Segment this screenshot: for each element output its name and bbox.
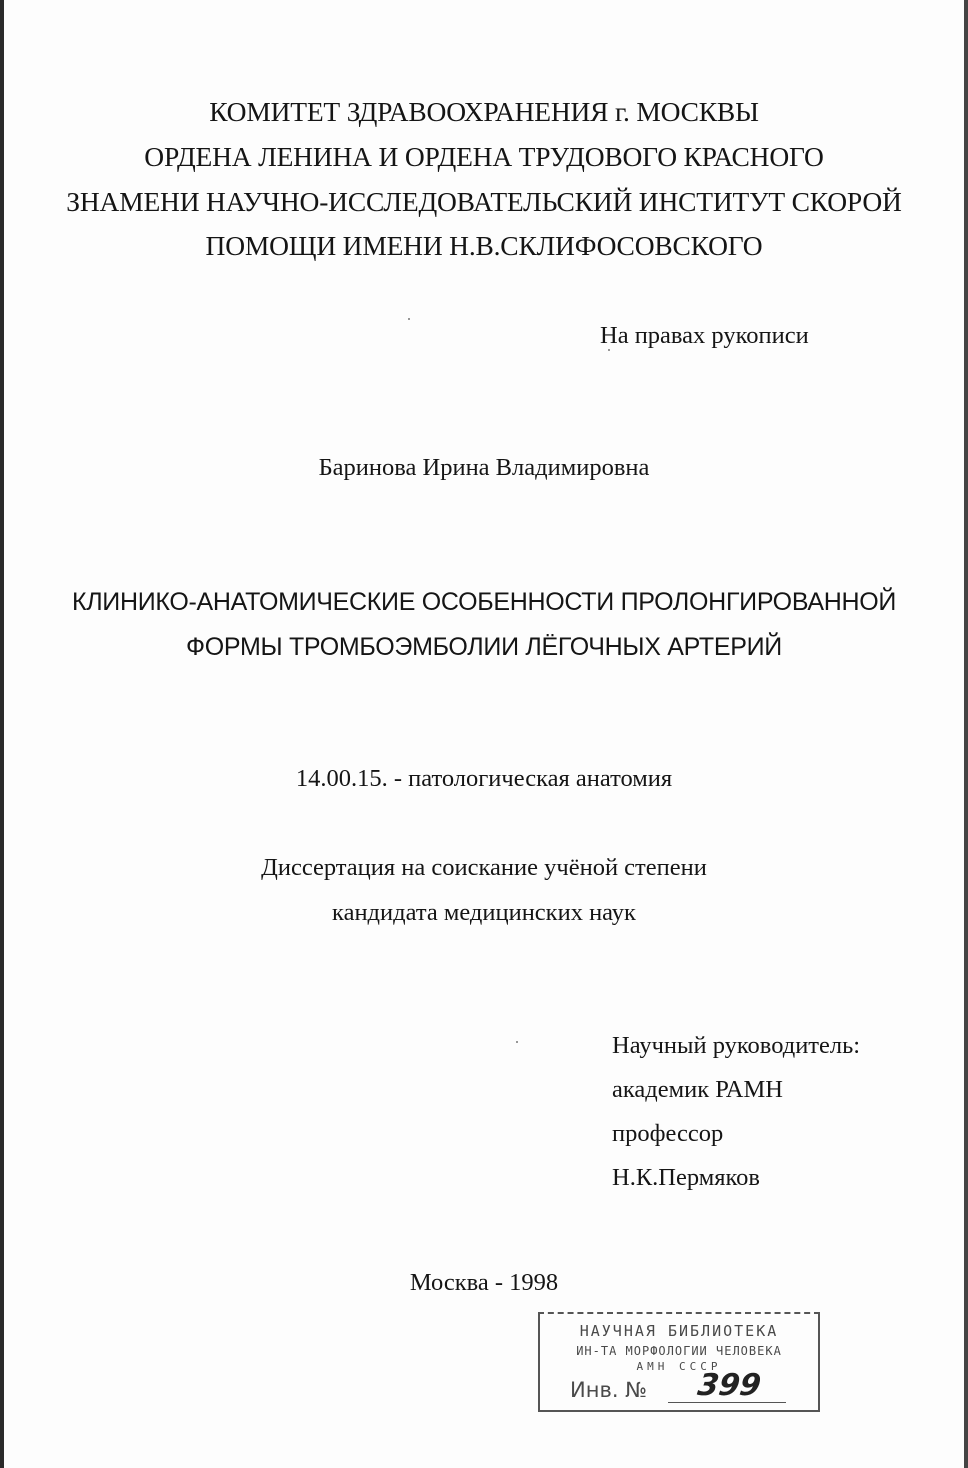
stamp-line-3: АМН СССР	[636, 1360, 722, 1373]
manuscript-note: На правах рукописи	[600, 322, 809, 349]
scan-speck	[408, 318, 410, 320]
header-line-2: ОРДЕНА ЛЕНИНА И ОРДЕНА ТРУДОВОГО КРАСНОГО	[144, 141, 824, 172]
title-line-2: ФОРМЫ ТРОМБОЭМБОЛИИ ЛЁГОЧНЫХ АРТЕРИЙ	[186, 633, 782, 661]
supervisor-line-2: академик РАМН	[612, 1076, 783, 1103]
header-line-1: КОМИТЕТ ЗДРАВООХРАНЕНИЯ г. МОСКВЫ	[209, 96, 759, 127]
supervisor-line-4: Н.К.Пермяков	[612, 1164, 760, 1191]
scan-speck	[608, 349, 610, 351]
stamp-line-1: НАУЧНАЯ БИБЛИОТЕКА	[579, 1322, 779, 1340]
title-line-1: КЛИНИКО-АНАТОМИЧЕСКИЕ ОСОБЕННОСТИ ПРОЛОНГИРОВАННОЙ	[71, 588, 897, 616]
stamp-line-2: ИН-ТА МОРФОЛОГИИ ЧЕЛОВЕКА	[576, 1344, 782, 1358]
specialty-code: 14.00.15. - патологическая анатомия	[295, 765, 673, 792]
inventory-number: 399	[695, 1368, 764, 1403]
degree-line-1: Диссертация на соискание учёной степени	[261, 854, 707, 881]
scan-speck	[516, 1041, 518, 1043]
author-name: Баринова Ирина Владимировна	[318, 454, 650, 481]
inventory-label: Инв. №	[570, 1378, 648, 1402]
header-line-4: ПОМОЩИ ИМЕНИ Н.В.СКЛИФОСОВСКОГО	[205, 230, 763, 261]
inventory-underline	[668, 1402, 786, 1403]
city-year: Москва - 1998	[409, 1269, 559, 1296]
degree-line-2: кандидата медицинских наук	[332, 899, 636, 926]
supervisor-line-1: Научный руководитель:	[612, 1032, 861, 1059]
library-stamp	[538, 1312, 820, 1412]
supervisor-line-3: профессор	[612, 1120, 724, 1147]
scan-edge-left	[0, 0, 4, 1468]
header-line-3: ЗНАМЕНИ НАУЧНО-ИССЛЕДОВАТЕЛЬСКИЙ ИНСТИТУТ СКОРОЙ	[66, 186, 902, 217]
scan-edge-right	[964, 0, 968, 1468]
